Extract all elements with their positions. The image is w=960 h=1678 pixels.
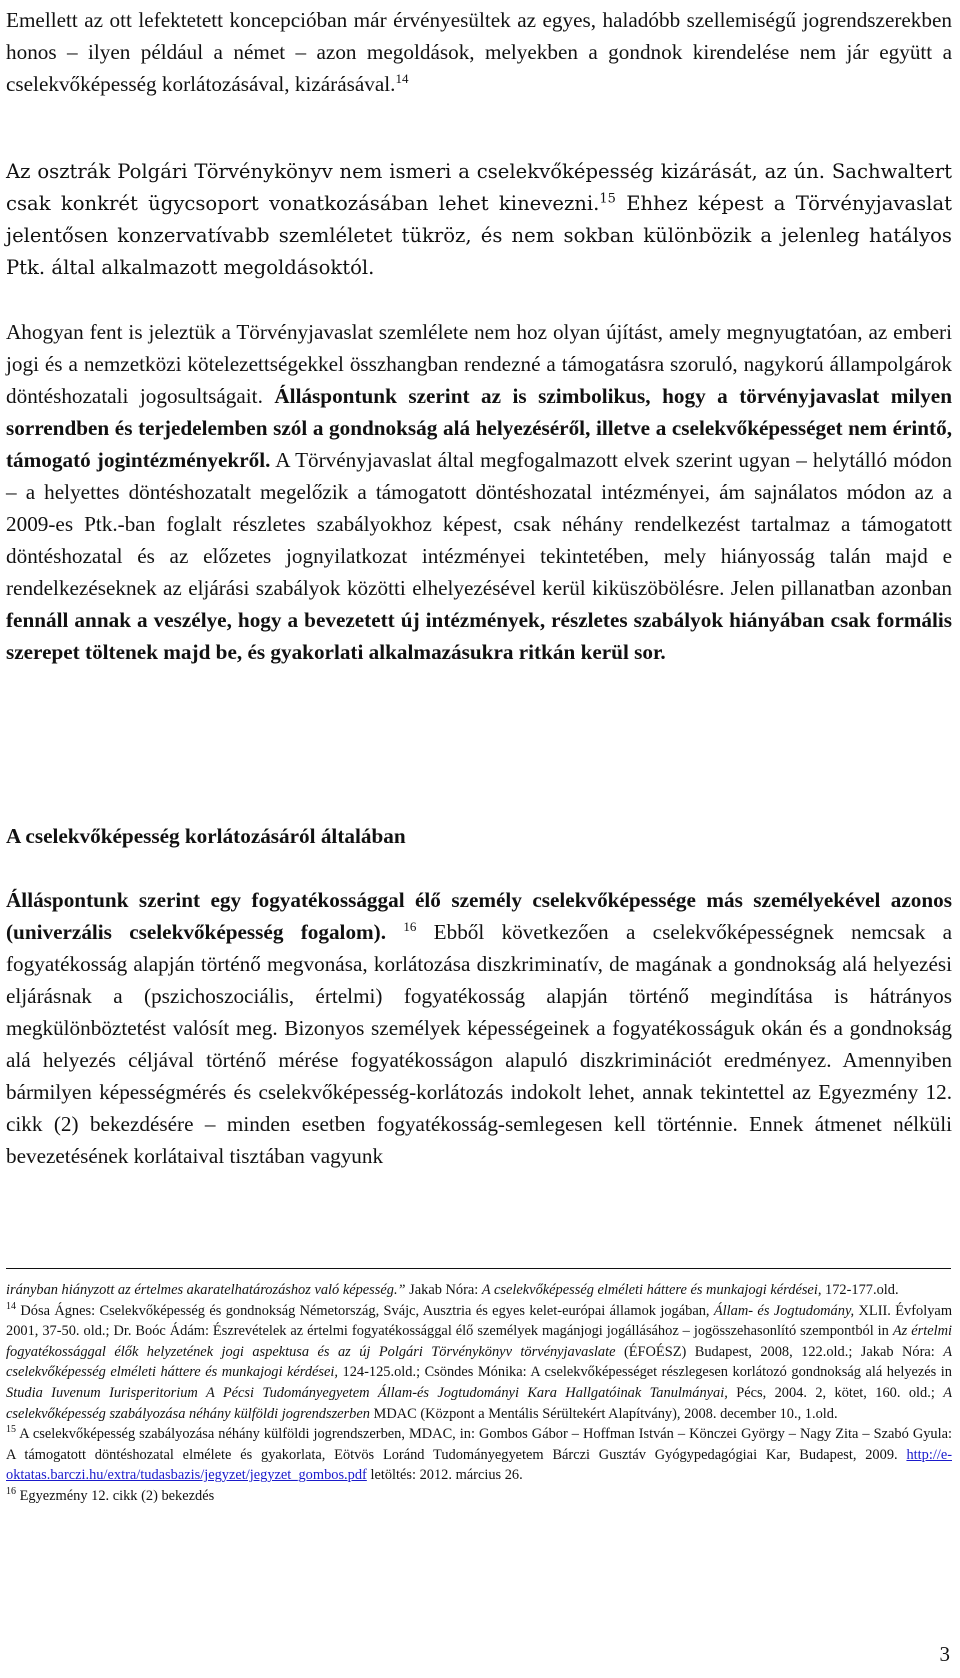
footnotes [6, 1280, 952, 1507]
fn14-italic-3: A cselekvőképesség elméleti háttere és munkajogi kérdései, [6, 1343, 952, 1381]
paragraph-1 [6, 4, 952, 100]
footnote-15 [6, 1424, 952, 1486]
footnote-ref-15[interactable]: 15 [599, 191, 616, 207]
fn14-italic-4: Studia Iuvenum Iurisperitorium A Pécsi Tudományegyetem Állam-és Jogtudományi Kara Hallgatóinak Tanulmányai, [6, 1384, 728, 1401]
footnote-ref-14[interactable]: 14 [395, 70, 409, 86]
fn14-text-1: Dósa Ágnes: Cselekvőképesség és gondnokság Németország, Svájc, Ausztria és egyes kelet-európai államok jogában, [16, 1302, 714, 1319]
fn14-italic-2: Az értelmi fogyatékossággal élők helyzetének jogi aspektusa és az új Polgári Törvénykönyv törvényjavaslate [6, 1323, 952, 1360]
fn14-italic-1: Állam- és Jogtudomány, [713, 1302, 855, 1319]
paragraph-3-bold-b: fennáll annak a veszélye, hogy a bevezetett új intézmények, részletes szabályok hiányában csak formális szerepet töltenek majd be, és gyakorlati alkalmazásukra ritkán kerül sor. [6, 608, 952, 664]
footnote-16 [6, 1486, 952, 1507]
section-heading: A cselekvőképesség korlátozásáról általában [6, 824, 406, 848]
fn14-text-3: (ÉFOÉSZ) Budapest, 2008, 122.old.; Jakab Nóra: [615, 1343, 944, 1360]
paragraph-2-text-a: Az osztrák Polgári Törvénykönyv nem ismeri a cselekvőképesség kizárását, az ún. Sachwaltert csak konkrét ügycsoport vonatkozásában lehet kinevezni. [6, 160, 952, 215]
paragraph-3-text-a: Ahogyan fent is jeleztük a Törvényjavaslat szemlélete nem hoz olyan újítást, amely megnyugtatóan, az emberi jogi és a nemzetközi kötelezettségekkel összhangban rendezné a támogatásra szoruló, nagykorú állampolgárok döntéshozatali jogosultságait. [6, 320, 952, 408]
fn14-text-6: MDAC (Központ a Mentális Sérültekért Alapítvány), 2008. december 10., 1.old. [369, 1405, 838, 1422]
paragraph-3-bold-a: Álláspontunk szerint az is szimbolikus, hogy a törvényjavaslat milyen sorrendben és terjedelemben szól a gondnokság alá helyezéséről, illetve a cselekvőképességet nem érintő, támogató jogintézményekről. [6, 384, 952, 472]
paragraph-2-text-b: Ehhez képest a Törvényjavaslat jelentősen konzervatívabb szemléletet tükröz, és nem sokban különbözik a jelenleg hatályos Ptk. által alkalmazott megoldásoktól. [6, 192, 952, 279]
paragraph-4-bold-a: Álláspontunk szerint egy fogyatékossággal élő személy cselekvőképessége más személyekével azonos (univerzális cselekvőképesség fogalom). [6, 888, 952, 944]
fn-cont-text-1: Jakab Nóra: [405, 1282, 482, 1298]
paragraph-2 [6, 156, 952, 284]
paragraph-1-text: Emellett az ott lefektetett koncepcióban már érvényesültek az egyes, haladóbb szellemiségű jogrendszerekben honos – ilyen például a német – azon megoldások, melyekben a gondnok kirendelése nem jár együtt a cselekvőképesség korlátozásával, kizárásával. [6, 8, 952, 96]
footnote-14 [6, 1301, 952, 1425]
fn15-link[interactable]: http://e-oktatas.barczi.hu/extra/tudasbazis/jegyzet/jegyzet_gombos.pdf [6, 1446, 952, 1484]
paragraph-4-text-a: Ebből következően a cselekvőképességnek nemcsak a fogyatékosság alapján történő megvonása, korlátozása diszkriminatív, de magának a gondnokság alá helyezési eljárásnak a (pszichoszociális, értelmi) fogyatékosság alapján történő megindítása is hátrányos megkülönböztetést valósít meg. Bizonyos személyek képességeinek a fogyatékosságuk okán és a gondnokság alá helyezés céljával történő mérése fogyatékosságon alapuló diszkriminációt eredményez. Amennyiben bármilyen képességmérés és cselekvőképesség-korlátozás indokolt lehet, annak tekintettel az Egyezmény 12. cikk (2) bekezdésére – minden esetben fogyatékosság-semlegesen kell történnie. Ennek átmenet nélküli bevezetésének korlátaival tisztában vagyunk [6, 920, 953, 1168]
footnote-14-number: 14 [6, 1300, 16, 1312]
fn14-text-2: XLII. Évfolyam 2001, 37-50. old.; Dr. Boóc Ádám: Észrevételek az értelmi fogyatékossággal élő személyek magánjogi jogállásához – jogösszehasonlító szempontból in [6, 1302, 953, 1340]
paragraph-4 [6, 884, 952, 1172]
page-number: 3 [939, 1642, 950, 1666]
footnote-ref-16[interactable]: 16 [403, 918, 417, 934]
footnote-16-number: 16 [6, 1486, 16, 1498]
paragraph-3 [6, 316, 952, 668]
paragraph-3-text-b: A Törvényjavaslat által megfogalmazott elvek szerint ugyan – helytálló módon – a helyettes döntéshozatalt megelőzik a támogatott döntéshozatal intézményei, ám sajnálatos módon az a 2009-es Ptk.-ban foglalt részletes szabályokhoz képest, csak néhány rendelkezést tartalmaz a támogatott döntéshozatal és az előzetes jognyilatkozat intézményei tekintetében, mely hiányosság talán majd e rendelkezéseknek az eljárási szabályok közötti elhelyezésével kerül kiküszöbölésre. Jelen pillanatban azonban [6, 448, 952, 600]
fn-cont-text-2: 172-177.old. [821, 1282, 899, 1298]
fn14-text-5: Pécs, 2004. 2, kötet, 160. old.; [727, 1384, 944, 1401]
footnote-15-number: 15 [6, 1424, 16, 1436]
fn15-text-1: A cselekvőképesség szabályozása néhány külföldi jogrendszerben, MDAC, in: Gombos Gábor – Hoffman István – Könczei György – Nagy Zita – Szabó Gyula: A támogatott döntéshozatal elmélete és gyakorlata, Eötvös Loránd Tudományegyetem Bárczi Gusztáv Gyógypedagógiai Kar, Budapest, 2009. [6, 1426, 952, 1463]
footnote-separator [6, 1268, 951, 1269]
fn14-text-4: 124-125.old.; Csöndes Mónika: A cselekvőképességet részlegesen korlátozó gondnokság alá helyezés in [338, 1364, 952, 1381]
fn-cont-italic-2: A cselekvőképesség elméleti háttere és munkajogi kérdései, [481, 1282, 822, 1298]
fn15-text-2: letöltés: 2012. március 26. [366, 1467, 523, 1484]
footnote-continuation [6, 1280, 952, 1301]
fn16-text-1: Egyezmény 12. cikk (2) bekezdés [16, 1487, 215, 1504]
fn-cont-italic-1: irányban hiányzott az értelmes akaratelhatározáshoz való képesség.” [6, 1282, 406, 1298]
fn14-italic-5: A cselekvőképesség szabályozása néhány külföldi jogrendszerben [6, 1384, 953, 1422]
